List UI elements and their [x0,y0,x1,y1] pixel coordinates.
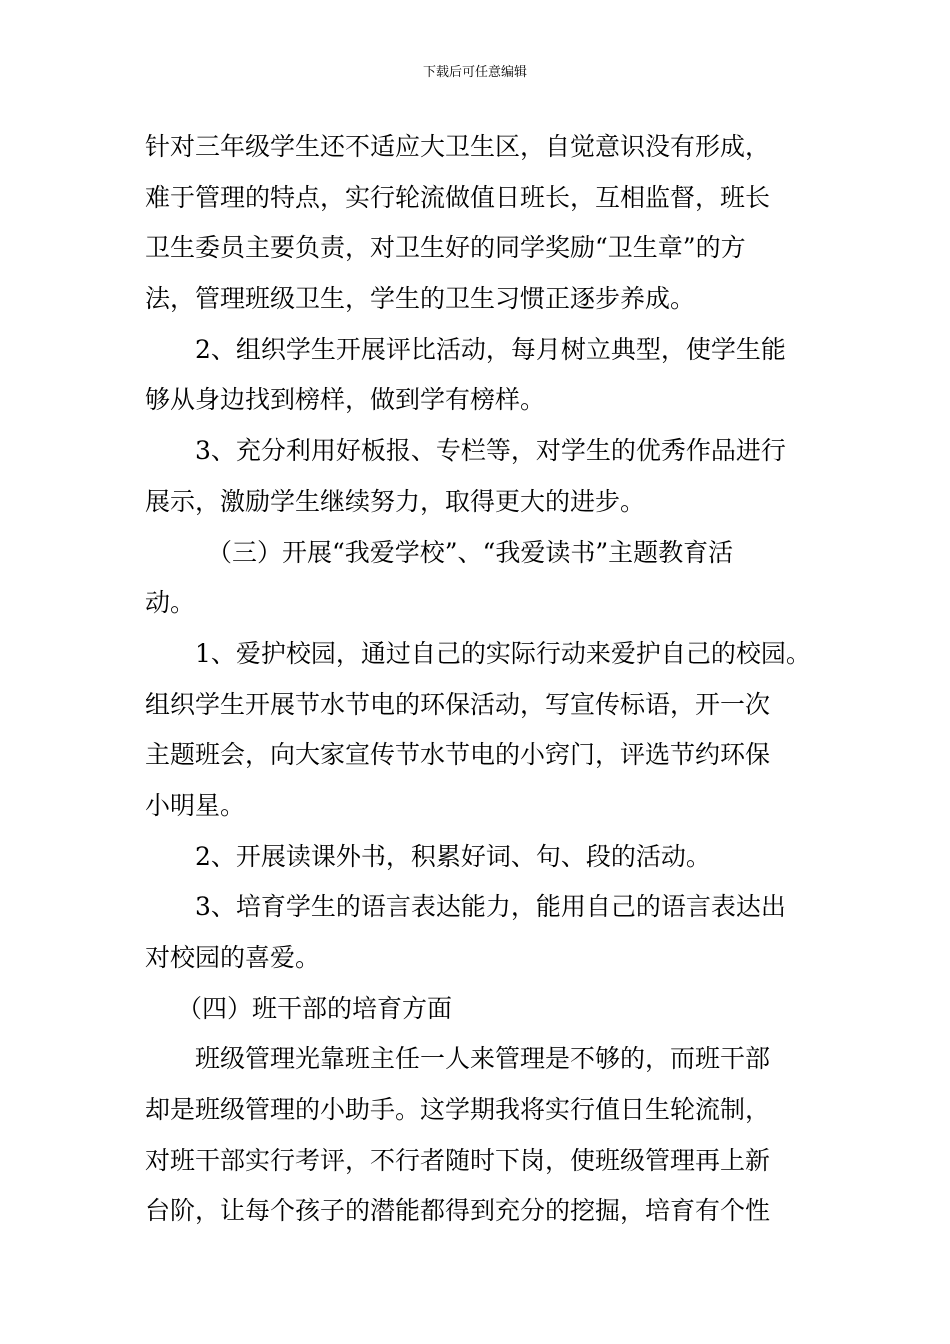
document-body [145,122,815,1237]
text-line: 针对三年级学生还不适应大卫生区，自觉意识没有形成， [145,132,771,161]
section-heading-line: （四）班干部的培育方面 [177,993,453,1023]
text-line: 难于管理的特点，实行轮流做值日班长，互相监督，班长 [145,182,771,212]
text-line: 小明星。 [145,790,246,820]
page-header: 下载后可任意编辑 [422,65,527,80]
text-line: 展示，激励学生继续努力，取得更大的进步。 [145,486,646,516]
text-line: 组织学生开展节水节电的环保活动，写宣传标语，开一次 [145,689,771,719]
section-heading-line: （三）开展“我爱学校”、“我爱读书”主题教育活 [207,537,734,567]
paragraph-start-line: 1、爱护校园，通过自己的实际行动来爱护自己的校园。 [195,638,811,668]
text-line: 却是班级管理的小助手。这学期我将实行值日生轮流制， [145,1095,771,1125]
text-line: 动。 [145,588,196,618]
paragraph-start-line: 2、组织学生开展评比活动，每月树立典型，使学生能 [195,334,786,364]
paragraph-start-line: 2、开展读课外书，积累好词、句、段的活动。 [195,841,711,871]
text-line: 够从身边找到榜样，做到学有榜样。 [145,385,546,415]
text-line: 台阶，让每个孩子的潜能都得到充分的挖掘，培育有个性 [145,1196,771,1226]
text-line: 对班干部实行考评，不行者随时下岗，使班级管理再上新 [145,1145,771,1175]
paragraph-start-line: 3、充分利用好板报、专栏等，对学生的优秀作品进行 [195,436,786,466]
paragraph-start-line: 3、培育学生的语言表达能力，能用自己的语言表达出 [195,892,786,922]
text-line: 法，管理班级卫生，学生的卫生习惯正逐步养成。 [145,284,696,314]
text-line: 卫生委员主要负责，对卫生好的同学奖励“卫生章”的方 [145,233,746,263]
paragraph-start-line: 班级管理光靠班主任一人来管理是不够的，而班干部 [195,1044,771,1074]
text-line: 对校园的喜爱。 [145,943,321,972]
text-line: 主题班会，向大家宣传节水节电的小窍门，评选节约环保 [145,740,771,770]
